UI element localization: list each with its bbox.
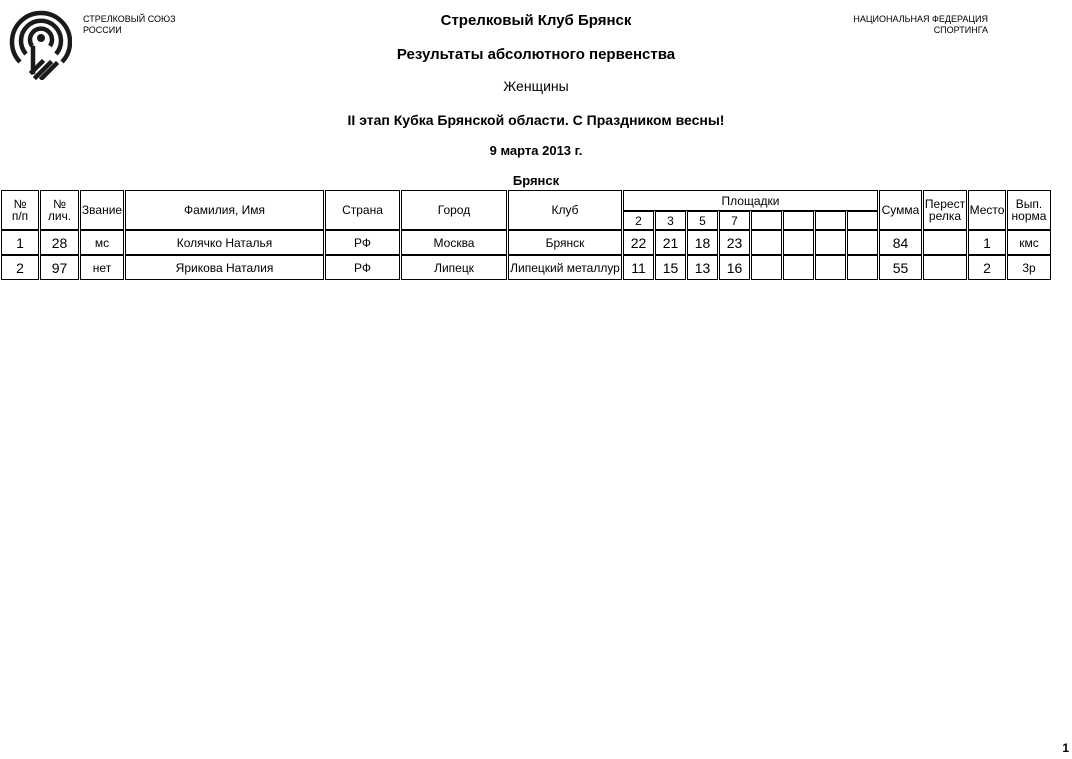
group-title: Женщины <box>503 78 569 94</box>
station-number: 7 <box>719 211 750 230</box>
col-header-id: № лич. <box>40 190 79 230</box>
cell-id: 97 <box>40 255 79 280</box>
cell-name: Колячко Наталья <box>125 230 324 255</box>
table-header-row <box>1 190 1051 211</box>
cell-score: 21 <box>655 230 686 255</box>
station-number: 5 <box>687 211 718 230</box>
cell-shootoff <box>923 230 967 255</box>
col-header-club: Клуб <box>508 190 622 230</box>
cell-name: Ярикова Наталия <box>125 255 324 280</box>
col-header-stations: Площадки <box>623 190 878 211</box>
cell-score-empty <box>783 255 814 280</box>
cell-rank: мс <box>80 230 124 255</box>
station-number-empty <box>847 211 878 230</box>
page-number: 1 <box>1062 741 1069 755</box>
cell-score: 23 <box>719 230 750 255</box>
cell-score-empty <box>751 255 782 280</box>
results-title: Результаты абсолютного первенства <box>396 46 676 63</box>
cell-country: РФ <box>325 255 400 280</box>
cell-club: Брянск <box>508 230 622 255</box>
cell-place: 1 <box>968 230 1006 255</box>
event-title: II этап Кубка Брянской области. С Праздником весны! <box>347 112 725 128</box>
col-header-shootoff: Перест релка <box>923 190 967 230</box>
org-left-line2: РОССИИ <box>83 25 122 35</box>
station-number: 3 <box>655 211 686 230</box>
col-header-name: Фамилия, Имя <box>125 190 324 230</box>
cell-norm: кмс <box>1007 230 1051 255</box>
cell-place: 2 <box>968 255 1006 280</box>
org-right-line2: СПОРТИНГА <box>933 25 988 35</box>
station-number-empty <box>751 211 782 230</box>
station-number-empty <box>783 211 814 230</box>
cell-country: РФ <box>325 230 400 255</box>
col-header-norm: Вып. норма <box>1007 190 1051 230</box>
cell-city: Липецк <box>401 255 507 280</box>
cell-rank: нет <box>80 255 124 280</box>
date-title: 9 марта 2013 г. <box>489 143 583 158</box>
cell-score: 18 <box>687 230 718 255</box>
cell-score-empty <box>847 255 878 280</box>
col-header-country: Страна <box>325 190 400 230</box>
cell-score: 15 <box>655 255 686 280</box>
cell-score: 13 <box>687 255 718 280</box>
cell-norm: 3р <box>1007 255 1051 280</box>
cell-num: 1 <box>1 230 39 255</box>
org-right-line1: НАЦИОНАЛЬНАЯ ФЕДЕРАЦИЯ <box>853 14 988 24</box>
station-number: 2 <box>623 211 654 230</box>
col-header-sum: Сумма <box>879 190 922 230</box>
cell-score: 11 <box>623 255 654 280</box>
cell-shootoff <box>923 255 967 280</box>
cell-num: 2 <box>1 255 39 280</box>
results-table <box>0 190 1052 280</box>
club-title: Стрелковый Клуб Брянск <box>440 12 632 29</box>
col-header-num: № п/п <box>1 190 39 230</box>
cell-city: Москва <box>401 230 507 255</box>
cell-score-empty <box>815 255 846 280</box>
table-row <box>1 230 1051 255</box>
cell-score-empty <box>815 230 846 255</box>
place-title: Брянск <box>512 173 560 188</box>
cell-score-empty <box>751 230 782 255</box>
col-header-place: Место <box>968 190 1006 230</box>
org-left-line1: СТРЕЛКОВЫЙ СОЮЗ <box>83 14 176 24</box>
cell-id: 28 <box>40 230 79 255</box>
cell-score-empty <box>783 230 814 255</box>
cell-club: Липецкий металлур <box>508 255 622 280</box>
cell-sum: 84 <box>879 230 922 255</box>
cell-score: 22 <box>623 230 654 255</box>
station-number-empty <box>815 211 846 230</box>
table-row <box>1 255 1051 280</box>
col-header-rank: Звание <box>80 190 124 230</box>
cell-score-empty <box>847 230 878 255</box>
cell-score: 16 <box>719 255 750 280</box>
col-header-city: Город <box>401 190 507 230</box>
cell-sum: 55 <box>879 255 922 280</box>
